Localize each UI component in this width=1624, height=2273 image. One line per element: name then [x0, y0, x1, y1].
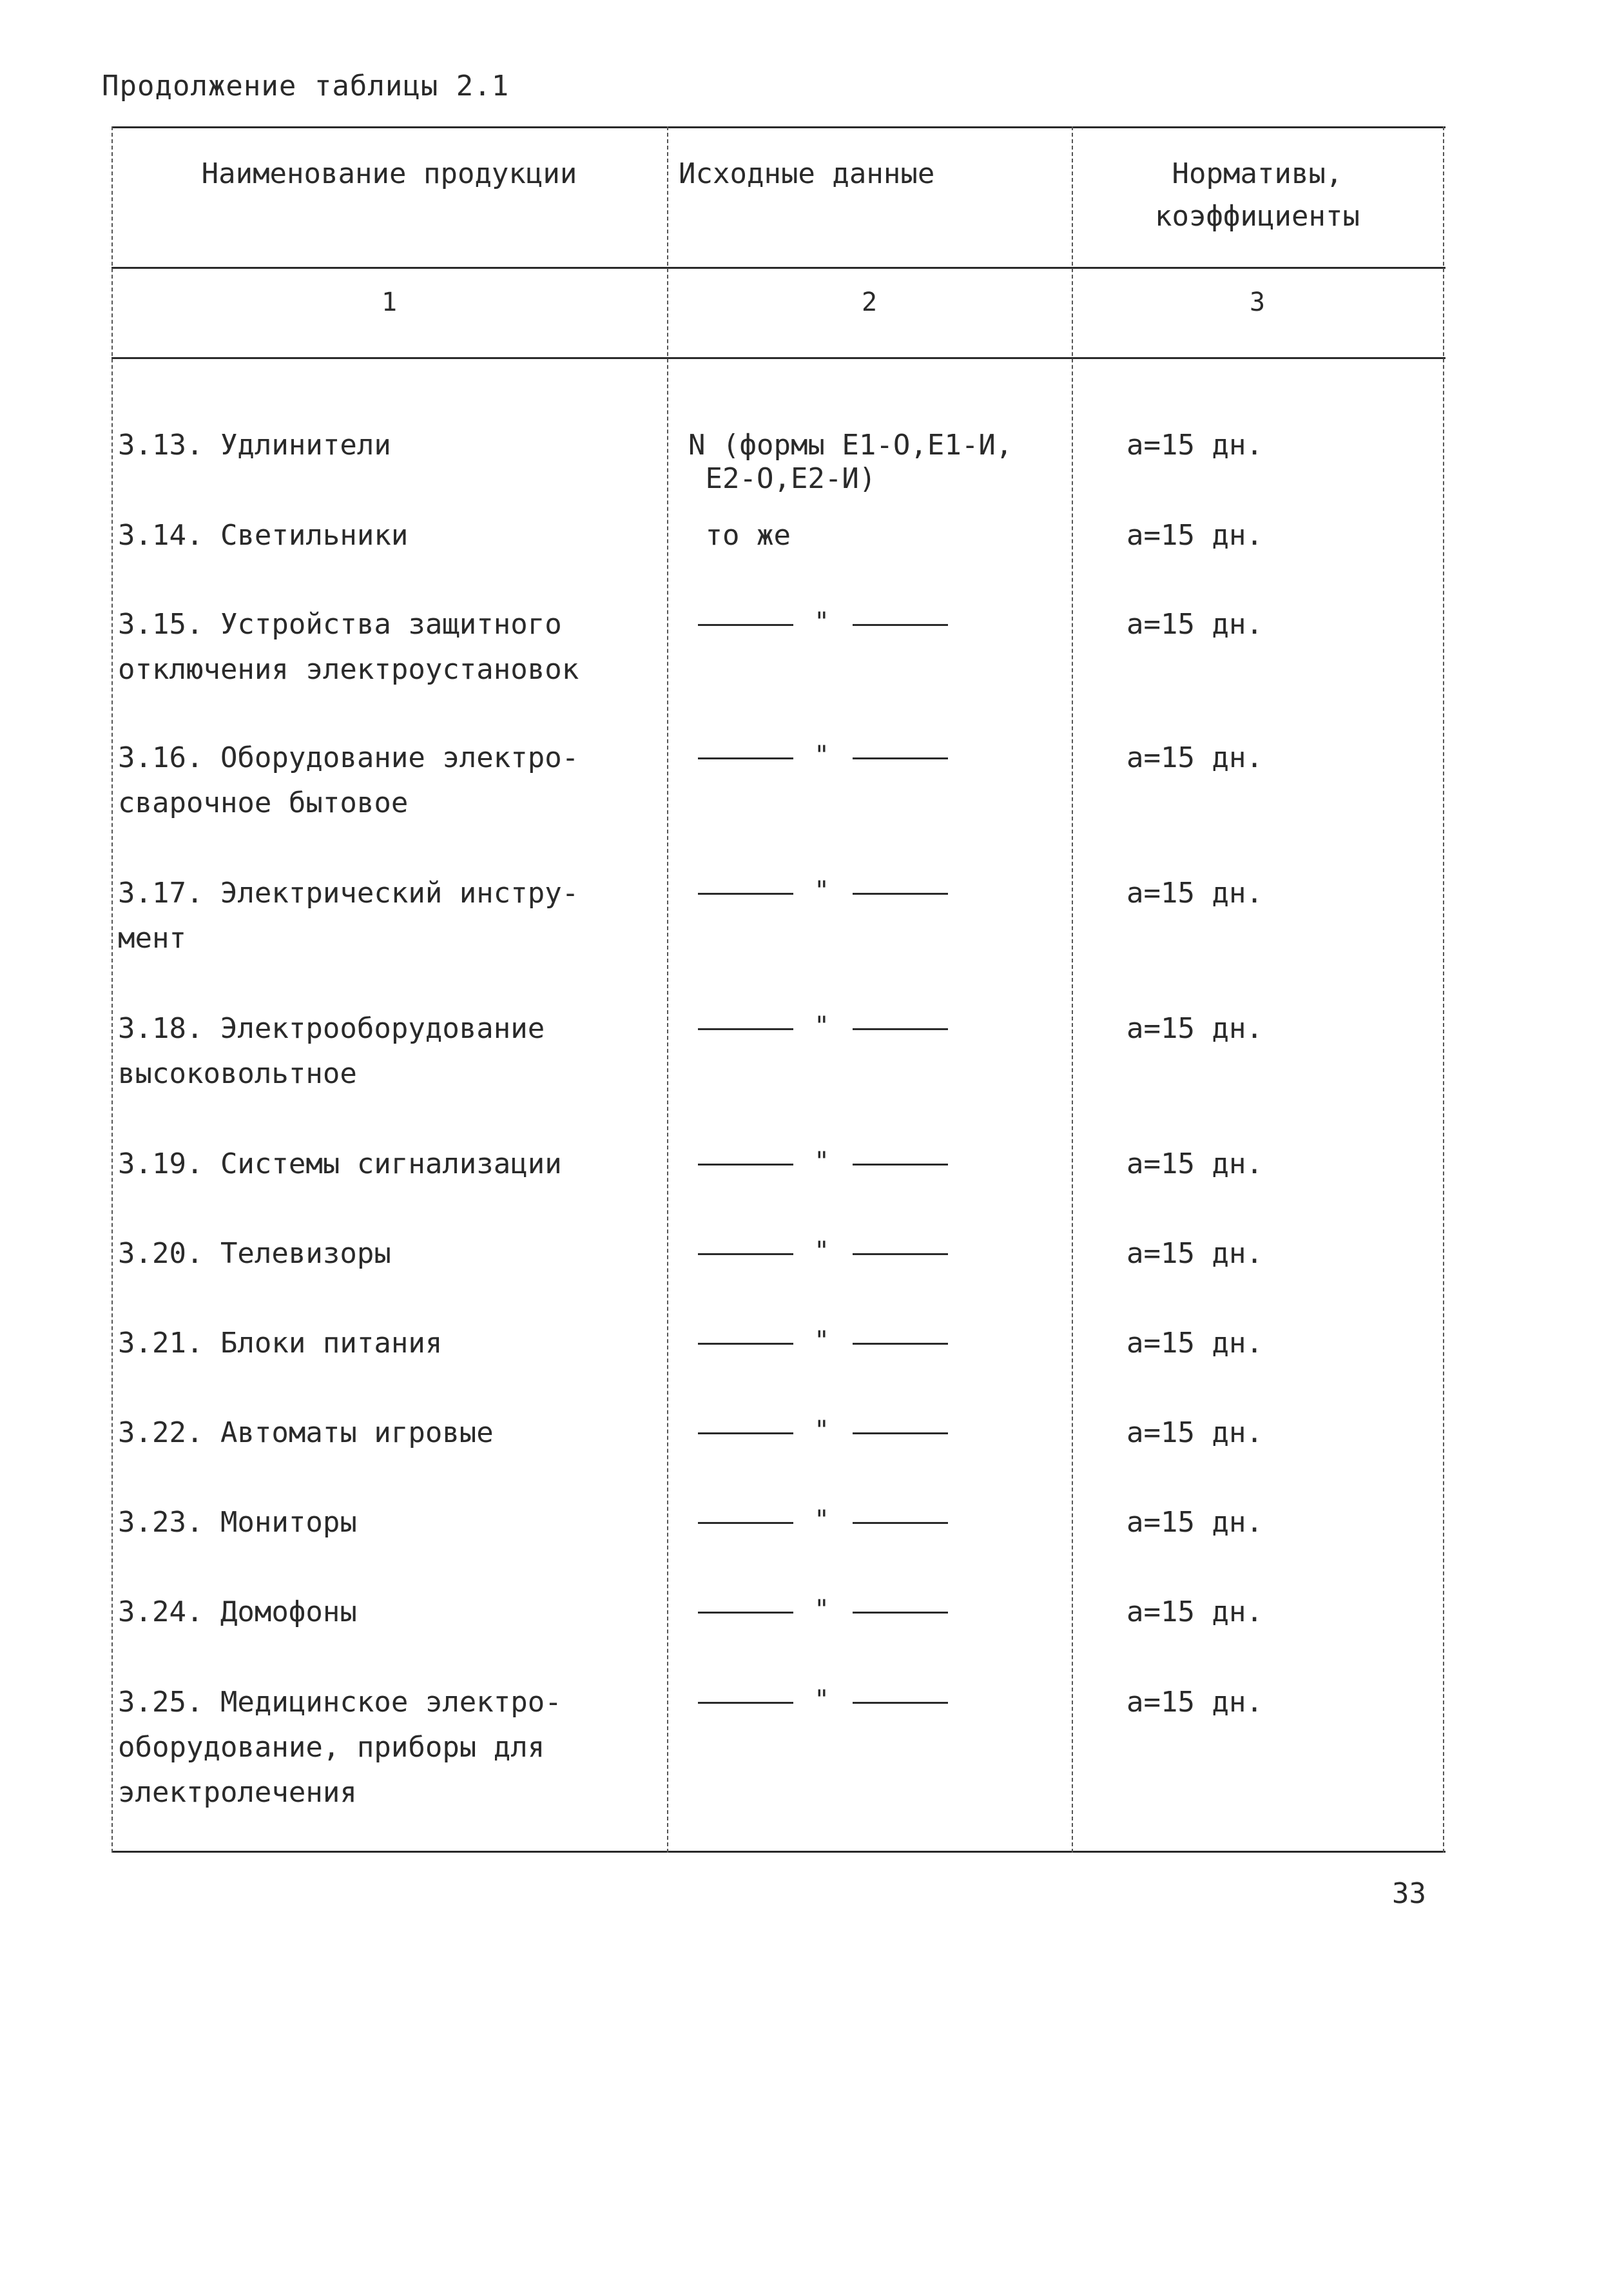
table-right-rule	[1443, 126, 1444, 1853]
header-norms-line1: Нормативы,	[1172, 157, 1343, 190]
product-name-cell: 3.20. Телевизоры	[118, 1237, 391, 1270]
product-name-cell: 3.17. Электрический инстру- мент	[118, 877, 579, 955]
ditto-mark: "	[698, 1702, 956, 1708]
source-data-cell: N (формы Е1-О,Е1-И, Е2-О,Е2-И)	[688, 429, 1013, 495]
ditto-mark: "	[698, 1343, 956, 1349]
norm-cell: а=15 дн.	[1126, 1506, 1263, 1539]
norm-cell: а=15 дн.	[1126, 877, 1263, 910]
norm-cell: а=15 дн.	[1126, 608, 1263, 641]
header-divider-rule	[111, 267, 1445, 269]
norm-cell: а=15 дн.	[1126, 1686, 1263, 1719]
column-number-2: 2	[861, 288, 878, 317]
norm-cell: а=15 дн.	[1126, 429, 1263, 462]
table-continuation-title: Продолжение таблицы 2.1	[102, 70, 510, 102]
header-product-name: Наименование продукции	[201, 157, 577, 190]
ditto-mark: "	[698, 1253, 956, 1260]
product-name-cell: 3.24. Домофоны	[118, 1595, 357, 1628]
ditto-mark: "	[698, 1028, 956, 1035]
product-name-cell: 3.15. Устройства защитного отключения электроустановок	[118, 608, 579, 686]
ditto-mark: "	[698, 1612, 956, 1618]
product-name-cell: 3.22. Автоматы игровые	[118, 1416, 494, 1449]
norm-cell: а=15 дн.	[1126, 1595, 1263, 1628]
product-name-cell: 3.14. Светильники	[118, 519, 409, 552]
product-name-cell: 3.19. Системы сигнализации	[118, 1147, 562, 1180]
ditto-mark: "	[698, 1164, 956, 1170]
header-source-data: Исходные данные	[679, 157, 935, 190]
norm-cell: а=15 дн.	[1126, 1237, 1263, 1270]
ditto-mark: "	[698, 893, 956, 899]
table-left-rule	[111, 126, 113, 1853]
norm-cell: а=15 дн.	[1126, 1327, 1263, 1360]
product-name-cell: 3.16. Оборудование электро- сварочное бытовое	[118, 741, 579, 819]
table-bottom-rule	[111, 1851, 1445, 1853]
header-norms-line2: коэффициенты	[1155, 200, 1360, 233]
column-number-1: 1	[381, 288, 398, 317]
norm-cell: а=15 дн.	[1126, 519, 1263, 552]
product-name-cell: 3.23. Мониторы	[118, 1506, 357, 1539]
ditto-mark: "	[698, 624, 956, 630]
norms-table	[111, 126, 1445, 1853]
product-name-cell: 3.21. Блоки питания	[118, 1327, 443, 1360]
product-name-cell: 3.18. Электрооборудование высоковольтное	[118, 1012, 545, 1090]
ditto-mark: "	[698, 757, 956, 764]
norm-cell: а=15 дн.	[1126, 1012, 1263, 1045]
page-number: 33	[1392, 1877, 1426, 1910]
product-name-cell: 3.25. Медицинское электро- оборудование, приборы для электролечения	[118, 1686, 562, 1809]
table-top-rule	[111, 126, 1445, 128]
product-name-cell: 3.13. Удлинители	[118, 429, 391, 462]
numbering-divider-rule	[111, 357, 1445, 359]
ditto-mark: "	[698, 1432, 956, 1439]
column-divider-2	[1072, 126, 1073, 1853]
source-data-cell: то же	[688, 519, 791, 552]
column-number-3: 3	[1249, 288, 1266, 317]
norm-cell: а=15 дн.	[1126, 741, 1263, 774]
ditto-mark: "	[698, 1522, 956, 1528]
norm-cell: а=15 дн.	[1126, 1416, 1263, 1449]
norm-cell: а=15 дн.	[1126, 1147, 1263, 1180]
